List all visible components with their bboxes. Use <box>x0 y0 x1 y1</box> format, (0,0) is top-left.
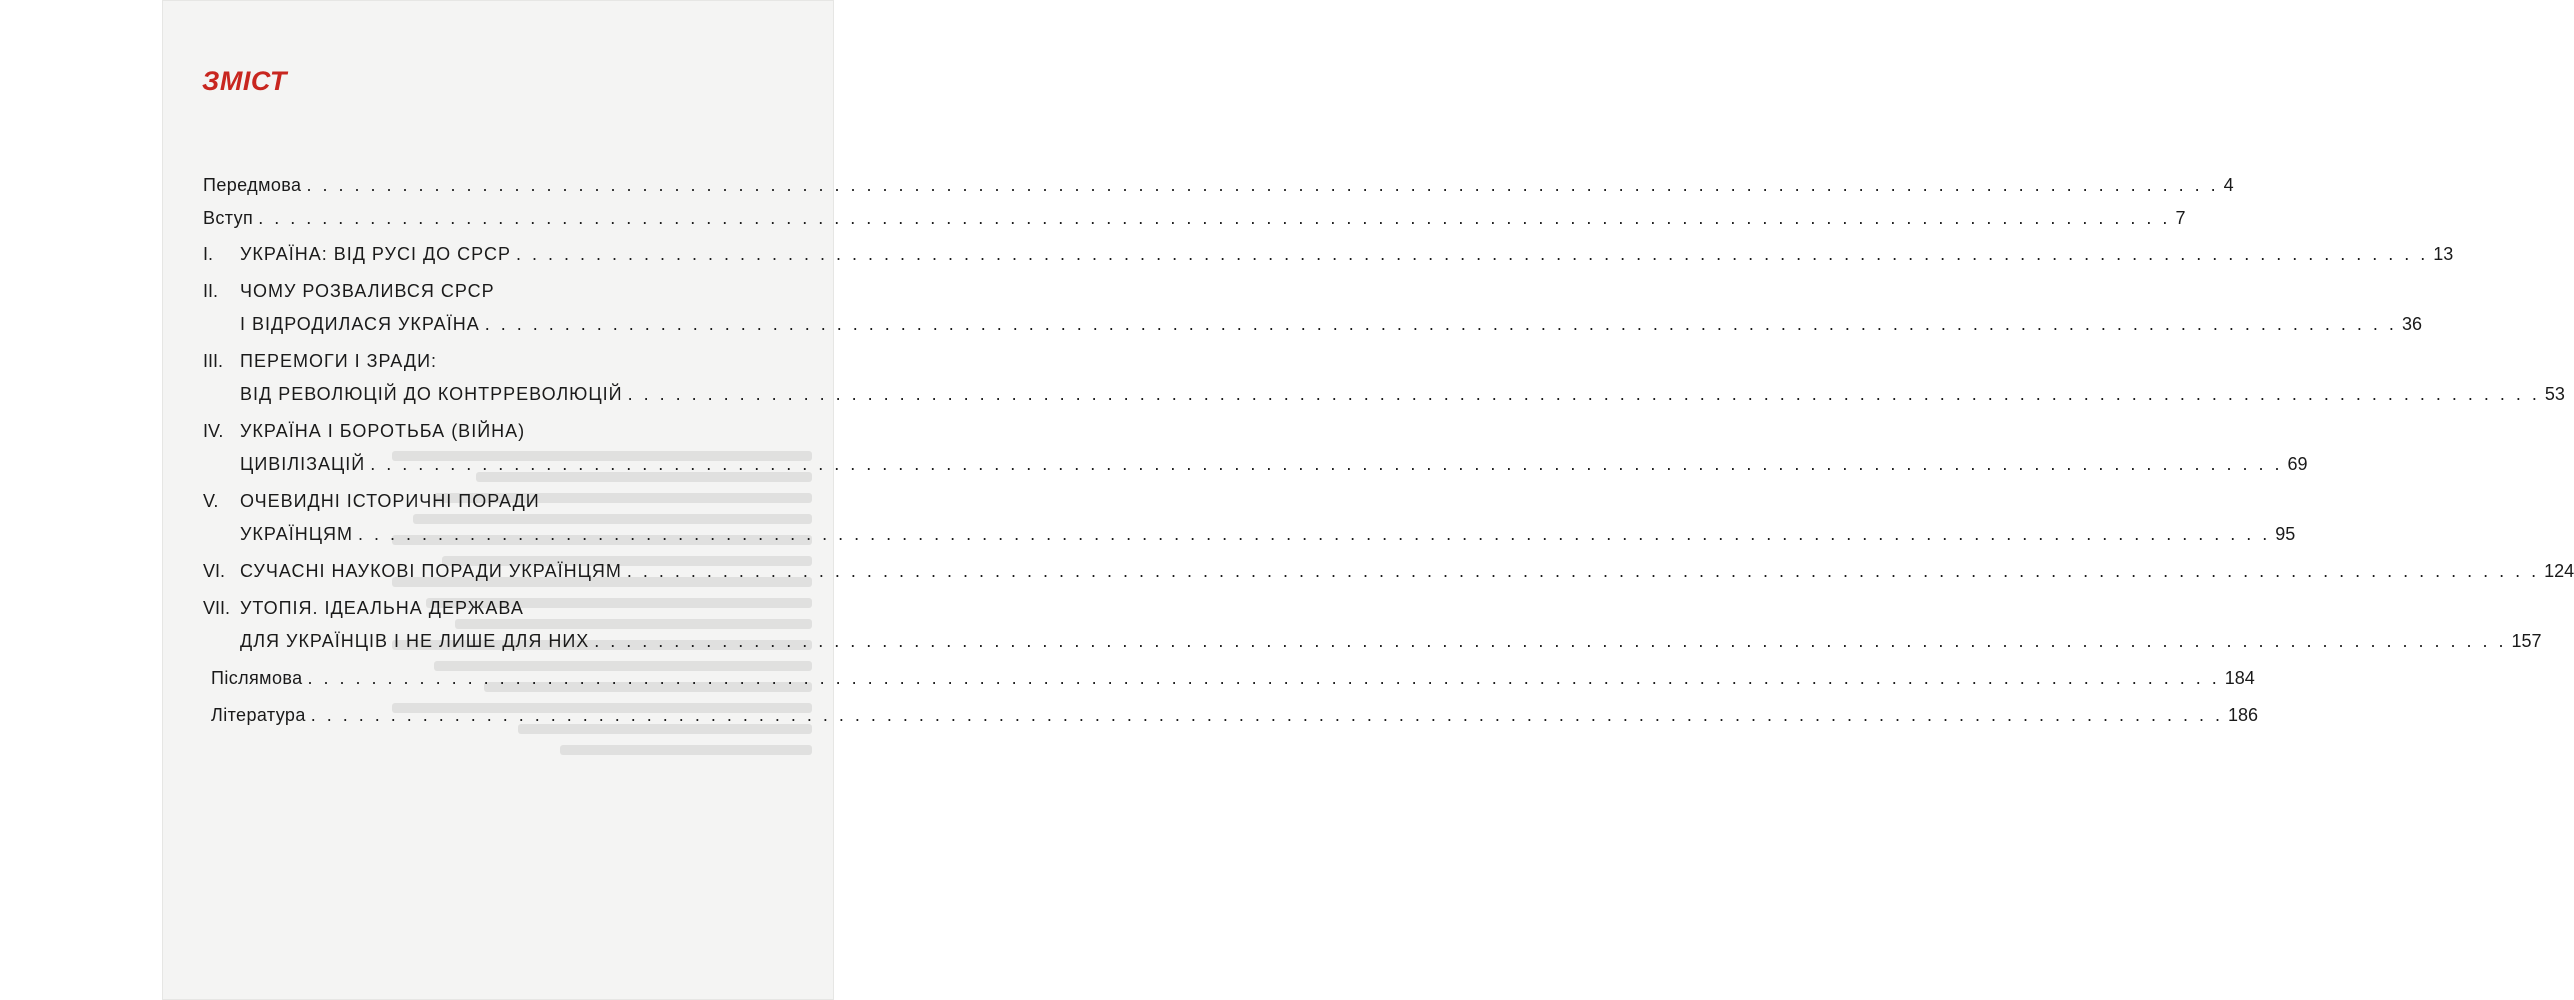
toc-entry[interactable] <box>203 345 2565 411</box>
table-of-contents <box>203 169 2574 732</box>
toc-entry-title: Література <box>211 705 306 725</box>
toc-dot-leader: . . . . . . . . . . . . . . . . . . . . . . . . . . . . . . . . . . . . . . . . . . . . . . . . . . . . . . . . . . . . . . . . . . . . . . . . . . . . . . . . . . . . . . . . . . . . . . . . . . . . . . . . . . . . . . . . . . . . . . . . <box>484 314 2397 334</box>
toc-chapter-number: II. <box>203 281 219 301</box>
toc-entry[interactable] <box>203 485 2296 551</box>
toc-page-number: 157 <box>2511 631 2542 651</box>
toc-chapter-number: V. <box>203 491 219 511</box>
toc-dot-leader: . . . . . . . . . . . . . . . . . . . . . . . . . . . . . . . . . . . . . . . . . . . . . . . . . . . . . . . . . . . . . . . . . . . . . . . . . . . . . . . . . . . . . . . . . . . . . . . . . . . . . . . . . . . . . . . . . . . . . . . . <box>370 454 2283 474</box>
toc-chapter-number: VI. <box>203 561 226 581</box>
page-title: ЗМІСТ <box>202 66 287 96</box>
toc-dot-leader: . . . . . . . . . . . . . . . . . . . . . . . . . . . . . . . . . . . . . . . . . . . . . . . . . . . . . . . . . . . . . . . . . . . . . . . . . . . . . . . . . . . . . . . . . . . . . . . . . . . . . . . . . . . . . . . . . . . . . . . . <box>515 244 2429 264</box>
toc-dot-leader: . . . . . . . . . . . . . . . . . . . . . . . . . . . . . . . . . . . . . . . . . . . . . . . . . . . . . . . . . . . . . . . . . . . . . . . . . . . . . . . . . . . . . . . . . . . . . . . . . . . . . . . . . . . . . . . . . . . . . . . . <box>310 705 2223 725</box>
toc-page-number: 13 <box>2433 244 2454 264</box>
toc-entry-title: УКРАЇНЦЯМ <box>240 524 354 544</box>
toc-entry-title: І ВІДРОДИЛАСЯ УКРАЇНА <box>240 314 480 334</box>
toc-chapter-number: IV. <box>203 421 224 441</box>
toc-chapter-number: VII. <box>203 598 231 618</box>
toc-dot-leader: . . . . . . . . . . . . . . . . . . . . . . . . . . . . . . . . . . . . . . . . . . . . . . . . . . . . . . . . . . . . . . . . . . . . . . . . . . . . . . . . . . . . . . . . . . . . . . . . . . . . . . . . . . . . . . . . . . . . . . . . <box>594 631 2507 651</box>
toc-entry[interactable] <box>203 555 2574 588</box>
toc-entry-title-line: ОЧЕВИДНІ ІСТОРИЧНІ ПОРАДИ <box>240 491 540 511</box>
toc-entry[interactable] <box>203 275 2422 341</box>
toc-dot-leader: . . . . . . . . . . . . . . . . . . . . . . . . . . . . . . . . . . . . . . . . . . . . . . . . . . . . . . . . . . . . . . . . . . . . . . . . . . . . . . . . . . . . . . . . . . . . . . . . . . . . . . . . . . . . . . . . . . . . . . . . <box>307 668 2220 688</box>
toc-page-number: 36 <box>2401 314 2422 334</box>
toc-chapter-number: I. <box>203 244 214 264</box>
toc-page-number: 95 <box>2275 524 2296 544</box>
toc-page-number: 7 <box>2175 208 2186 228</box>
toc-entry-title: УКРАЇНА: ВІД РУСІ ДО СРСР <box>240 244 511 264</box>
toc-page-number: 124 <box>2544 561 2574 581</box>
toc-entry[interactable] <box>203 202 2186 235</box>
toc-page-number: 184 <box>2224 668 2255 688</box>
toc-entry[interactable] <box>203 238 2454 271</box>
toc-entry-title: Передмова <box>203 175 302 195</box>
toc-dot-leader: . . . . . . . . . . . . . . . . . . . . . . . . . . . . . . . . . . . . . . . . . . . . . . . . . . . . . . . . . . . . . . . . . . . . . . . . . . . . . . . . . . . . . . . . . . . . . . . . . . . . . . . . . . . . . . . . . . . . . . . . <box>358 524 2271 544</box>
toc-entry-title-line: ЧОМУ РОЗВАЛИВСЯ СРСР <box>240 281 495 301</box>
toc-entry-title-line: УТОПІЯ. ІДЕАЛЬНА ДЕРЖАВА <box>240 598 524 618</box>
toc-entry[interactable] <box>203 699 2259 732</box>
toc-entry-title: ВІД РЕВОЛЮЦІЙ ДО КОНТРРЕВОЛЮЦІЙ <box>240 384 623 404</box>
toc-page-number: 4 <box>2223 175 2234 195</box>
toc-entry[interactable] <box>203 662 2255 695</box>
toc-page-number: 53 <box>2544 384 2565 404</box>
toc-entry[interactable] <box>203 415 2308 481</box>
toc-entry-title-line: УКРАЇНА І БОРОТЬБА (ВІЙНА) <box>240 421 526 441</box>
toc-entry-title-line: ПЕРЕМОГИ І ЗРАДИ: <box>240 351 438 371</box>
toc-entry-title: Післямова <box>211 668 303 688</box>
toc-dot-leader: . . . . . . . . . . . . . . . . . . . . . . . . . . . . . . . . . . . . . . . . . . . . . . . . . . . . . . . . . . . . . . . . . . . . . . . . . . . . . . . . . . . . . . . . . . . . . . . . . . . . . . . . . . . . . . . . . . . . . . . . <box>306 175 2219 195</box>
toc-dot-leader: . . . . . . . . . . . . . . . . . . . . . . . . . . . . . . . . . . . . . . . . . . . . . . . . . . . . . . . . . . . . . . . . . . . . . . . . . . . . . . . . . . . . . . . . . . . . . . . . . . . . . . . . . . . . . . . . . . . . . . . . <box>627 384 2540 404</box>
toc-dot-leader: . . . . . . . . . . . . . . . . . . . . . . . . . . . . . . . . . . . . . . . . . . . . . . . . . . . . . . . . . . . . . . . . . . . . . . . . . . . . . . . . . . . . . . . . . . . . . . . . . . . . . . . . . . . . . . . . . . . . . . . . <box>626 561 2540 581</box>
toc-dot-leader: . . . . . . . . . . . . . . . . . . . . . . . . . . . . . . . . . . . . . . . . . . . . . . . . . . . . . . . . . . . . . . . . . . . . . . . . . . . . . . . . . . . . . . . . . . . . . . . . . . . . . . . . . . . . . . . . . . . . . . . . <box>258 208 2171 228</box>
toc-page-number: 186 <box>2228 705 2259 725</box>
toc-chapter-number: III. <box>203 351 224 371</box>
toc-entry-title: ЦИВІЛІЗАЦІЙ <box>240 454 366 474</box>
toc-entry-title: СУЧАСНІ НАУКОВІ ПОРАДИ УКРАЇНЦЯМ <box>240 561 622 581</box>
toc-entry-title: Вступ <box>203 208 254 228</box>
toc-entry-title: ДЛЯ УКРАЇНЦІВ І НЕ ЛИШЕ ДЛЯ НИХ <box>240 631 590 651</box>
toc-entry[interactable] <box>203 592 2542 658</box>
toc-entry[interactable] <box>203 169 2234 202</box>
toc-page-number: 69 <box>2287 454 2308 474</box>
